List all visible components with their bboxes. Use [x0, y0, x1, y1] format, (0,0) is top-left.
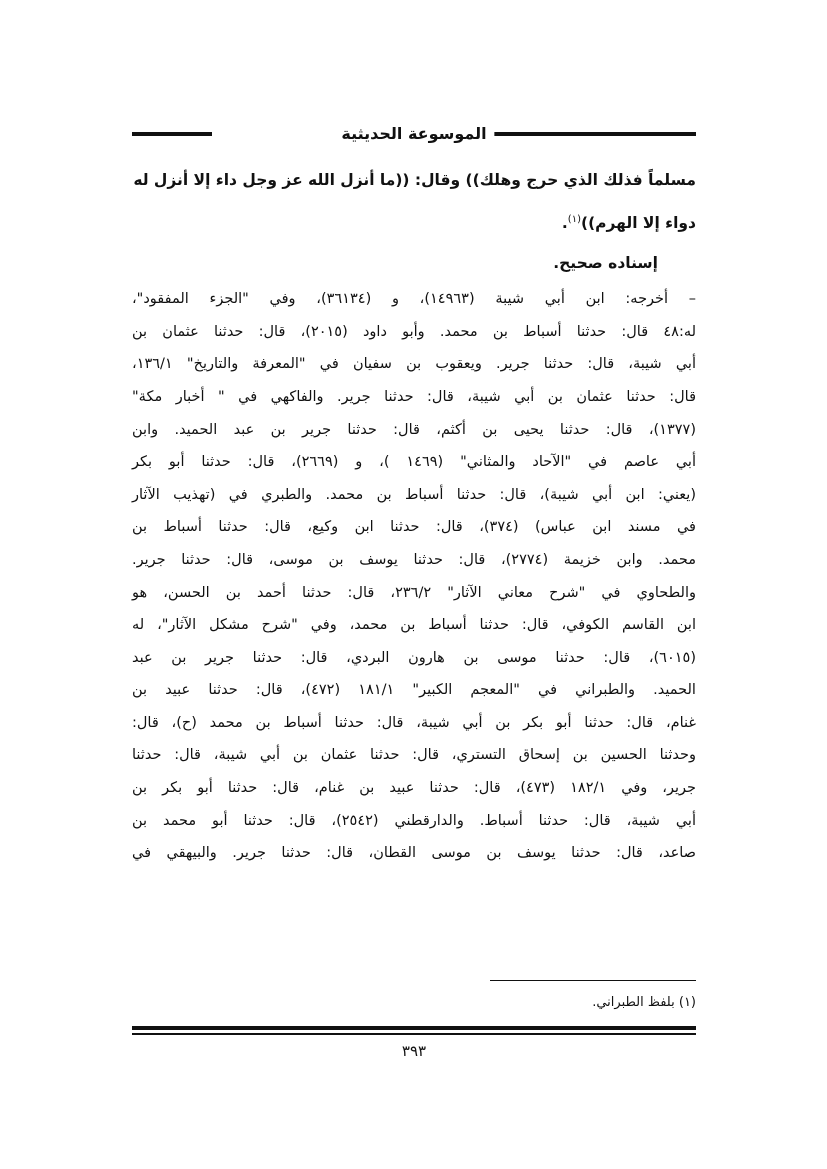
- takhrij-line: أبي شيبة، قال: حدثنا جرير. ويعقوب بن سفيان في "المعرفة والتاريخ" ١٣٦/١،: [132, 356, 696, 373]
- hadith-text: [132, 160, 696, 243]
- hadith-line-1: مسلماً فذلك الذي حرج وهلك)) وقال: ((ما أنزل الله عز وجل داء إلا أنزل له: [133, 171, 696, 189]
- takhrij-line: وحدثنا الحسين بن إسحاق التستري، قال: حدثنا عثمان بن أبي شيبة، قال: حدثنا: [132, 747, 696, 764]
- header-title: الموسوعة الحديثية: [333, 124, 494, 143]
- footer-rule-thin: [132, 1033, 696, 1035]
- footnote-reference[interactable]: (١): [567, 214, 581, 225]
- footer-rule-thick: [132, 1026, 696, 1030]
- takhrij-line: أبي شيبة، قال: حدثنا أسباط. والدارقطني (٢٥٤٢)، قال: حدثنا أبو محمد بن: [132, 812, 696, 829]
- takhrij-line: له:٤٨ قال: حدثنا أسباط بن محمد. وأبو داود (٢٠١٥)، قال: حدثنا عثمان بن: [132, 323, 697, 340]
- hadith-line-2-end: .: [561, 214, 568, 233]
- takhrij-line: والطحاوي في "شرح معاني الآثار" ٢٣٦/٢، قال: حدثنا أحمد بن الحسن، هو: [132, 584, 696, 601]
- takhrij-line: جرير، وفي ١٨٢/١ (٤٧٣)، قال: حدثنا عبيد بن غنام، قال: حدثنا أبو بكر بن: [132, 780, 696, 797]
- takhrij-line: (١٣٧٧)، قال: حدثنا يحيى بن أكثم، قال: حدثنا جرير بن عبد الحميد. وابن: [132, 421, 696, 438]
- takhrij-line: في مسند ابن عباس) (٣٧٤)، قال: حدثنا ابن وكيع، قال: حدثنا أسباط بن: [132, 519, 696, 536]
- footnote-separator: [490, 980, 696, 981]
- takhrij-line: (٦٠١٥)، قال: حدثنا موسى بن هارون البردي، قال: حدثنا جرير بن عبد: [132, 649, 696, 666]
- header-rule-right: [466, 132, 696, 136]
- isnad-grade: إسناده صحيح.: [553, 254, 658, 273]
- book-page: [132, 118, 696, 1078]
- page-number: ٣٩٣: [401, 1042, 427, 1060]
- takhrij-line: محمد. وابن خزيمة (٢٧٧٤)، قال: حدثنا يوسف بن موسى، قال: حدثنا جرير.: [132, 551, 696, 568]
- header-rule-left: [132, 132, 212, 136]
- footnote-1: (١) بلفظ الطبراني.: [592, 995, 696, 1010]
- takhrij-line: قال: حدثنا عثمان بن أبي شيبة، قال: حدثنا جرير. والفاكهي في " أخبار مكة": [132, 388, 696, 405]
- running-header: [132, 118, 696, 160]
- takhrij-line: الحميد. والطبراني في "المعجم الكبير" ١٨١/١ (٤٧٢)، قال: حدثنا عبيد بن: [132, 682, 696, 699]
- takhrij-line: (يعني: ابن أبي شيبة)، قال: حدثنا أسباط بن محمد. والطبري في (تهذيب الآثار: [132, 486, 696, 503]
- hadith-line-2-text: دواء إلا الهرم)): [580, 214, 696, 233]
- takhrij-line: – أخرجه: ابن أبي شيبة (١٤٩٦٣)، و (٣٦١٣٤)، وفي "الجزء المفقود"،: [132, 291, 696, 308]
- takhrij-line: أبي عاصم في "الآحاد والمثاني" (١٤٦٩ )، و (٢٦٦٩)، قال: حدثنا أبو بكر: [132, 454, 696, 471]
- takhrij-line: غنام، قال: حدثنا أبو بكر بن أبي شيبة، قال: حدثنا أسباط بن محمد (ح)، قال:: [132, 714, 696, 731]
- takhrij-line: صاعد، قال: حدثنا يوسف بن موسى القطان، قال: حدثنا جرير. والبيهقي في: [132, 845, 696, 862]
- takhrij-paragraph: [132, 283, 696, 870]
- hadith-line-2: [132, 200, 696, 243]
- takhrij-line: ابن القاسم الكوفي، قال: حدثنا أسباط بن محمد، وفي "شرح مشكل الآثار"، له: [132, 617, 696, 634]
